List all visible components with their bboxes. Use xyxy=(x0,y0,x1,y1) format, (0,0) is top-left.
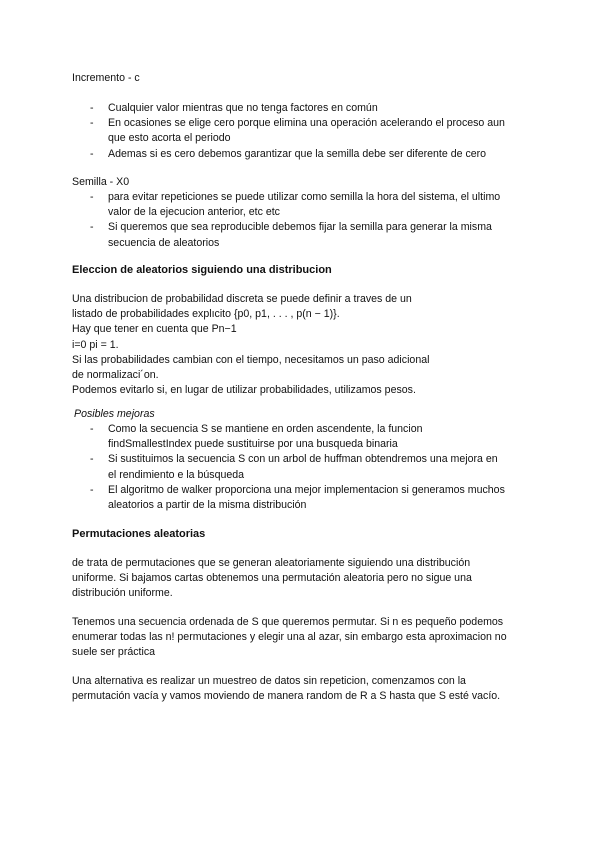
dash-bullet: - xyxy=(90,102,94,114)
paragraph-line: Una alternativa es realizar un muestreo de datos sin repeticion, comenzamos con la xyxy=(72,675,466,687)
list-item xyxy=(72,101,542,116)
semilla-section xyxy=(72,175,542,190)
permutaciones-paragraph-2 xyxy=(72,615,542,661)
list-item xyxy=(72,220,542,250)
mejoras-title: Posibles mejoras xyxy=(74,408,155,420)
paragraph-line: de trata de permutaciones que se generan aleatoriamente siguiendo una distribución xyxy=(72,557,471,569)
eleccion-section xyxy=(72,263,542,278)
dash-bullet: - xyxy=(90,221,94,234)
paragraph-line: Podemos evitarlo si, en lugar de utilizar probabilidades, utilizamos pesos. xyxy=(72,384,416,397)
list-item xyxy=(72,452,542,482)
list-item xyxy=(72,147,542,162)
list-item-line: Como la secuencia S se mantiene en orden ascendente, la funcion xyxy=(108,423,423,435)
mejoras-section xyxy=(74,407,544,422)
mejoras-list xyxy=(72,422,542,513)
dash-bullet: - xyxy=(90,191,94,203)
permutaciones-paragraph-3 xyxy=(72,674,542,704)
list-item-line: secuencia de aleatorios xyxy=(108,236,220,249)
paragraph-line: permutación vacía y vamos moviendo de manera random de R a S hasta que S esté vacío. xyxy=(72,690,501,703)
section-heading: Permutaciones aleatorias xyxy=(72,528,206,540)
list-item xyxy=(72,190,542,220)
incremento-title: Incrementо - c xyxy=(72,72,140,84)
list-item-line: para evitar repeticiones se puede utilizar como semilla la hora del sistema, el ultimo xyxy=(108,191,501,203)
paragraph-line: Tenemos una secuencia ordenada de S que queremos permutar. Si n es pequeño podemos xyxy=(72,616,504,628)
section-heading: Eleccion de aleatorios siguiendo una distribucion xyxy=(72,264,332,276)
paragraph-line: de normalizaci´on. xyxy=(72,369,159,382)
list-item-line: el rendimiento e la búsqueda xyxy=(108,468,245,481)
list-item-line: que esto acorta el periodo xyxy=(108,132,231,145)
list-item xyxy=(72,483,542,513)
paragraph-line: Una distribucion de probabilidad discreta se puede definir a traves de un xyxy=(72,293,412,305)
paragraph-line: enumerar todas las n! permutaciones y elegir una al azar, sin embargo esta aproximacion no xyxy=(72,631,507,644)
eleccion-body xyxy=(72,292,542,398)
paragraph-line: uniforme. Si bajamos cartas obtenemos una permutación aleatoria pero no sigue una xyxy=(72,572,472,585)
dash-bullet: - xyxy=(90,423,94,435)
dash-bullet: - xyxy=(90,117,94,130)
paragraph-line: Hay que tener en cuenta que Pn−1 xyxy=(72,323,237,336)
dash-bullet: - xyxy=(90,483,94,496)
dash-bullet: - xyxy=(90,453,94,466)
permutaciones-section xyxy=(72,527,542,542)
list-item-line: El algoritmo de walker proporciona una mejor implementacion si generamos muchos xyxy=(108,483,505,496)
list-item-line: Cualquier valor mientras que no tenga factores en común xyxy=(108,102,378,114)
list-item-line: Ademas si es cero debemos garantizar que la semilla debe ser diferente de cero xyxy=(108,147,487,160)
list-item-line: En ocasiones se elige cero porque elimina una operación acelerando el proceso aun xyxy=(108,117,505,130)
paragraph-line: Si las probabilidades cambian con el tiempo, necesitamos un paso adicional xyxy=(72,353,430,366)
permutaciones-paragraph-1 xyxy=(72,556,542,602)
semilla-list xyxy=(72,190,542,251)
list-item-line: findSmallestIndex puede sustituirse por una busqueda binaria xyxy=(108,438,398,451)
paragraph-line: distribución uniforme. xyxy=(72,587,173,600)
list-item xyxy=(72,422,542,452)
list-item-line: Si queremos que sea reproducible debemos fijar la semilla para generar la misma xyxy=(108,221,492,234)
paragraph-line: i=0 pi = 1. xyxy=(72,338,119,351)
paragraph-line: listado de probabilidades explıcito {p0, p1, . . . , p(n − 1)}. xyxy=(72,308,340,321)
list-item-line: Si sustituimos la secuencia S con un arbol de huffman obtendremos una mejora en xyxy=(108,453,498,466)
paragraph-line: suele ser práctica xyxy=(72,646,156,659)
list-item-line: aleatorios a partir de la misma distribución xyxy=(108,499,307,512)
incremento-section xyxy=(72,71,542,86)
list-item-line: valor de la ejecucion anterior, etc etc xyxy=(108,206,280,219)
dash-bullet: - xyxy=(90,147,94,160)
incremento-list xyxy=(72,101,542,162)
list-item xyxy=(72,116,542,146)
semilla-title: Semilla - X0 xyxy=(72,176,130,188)
